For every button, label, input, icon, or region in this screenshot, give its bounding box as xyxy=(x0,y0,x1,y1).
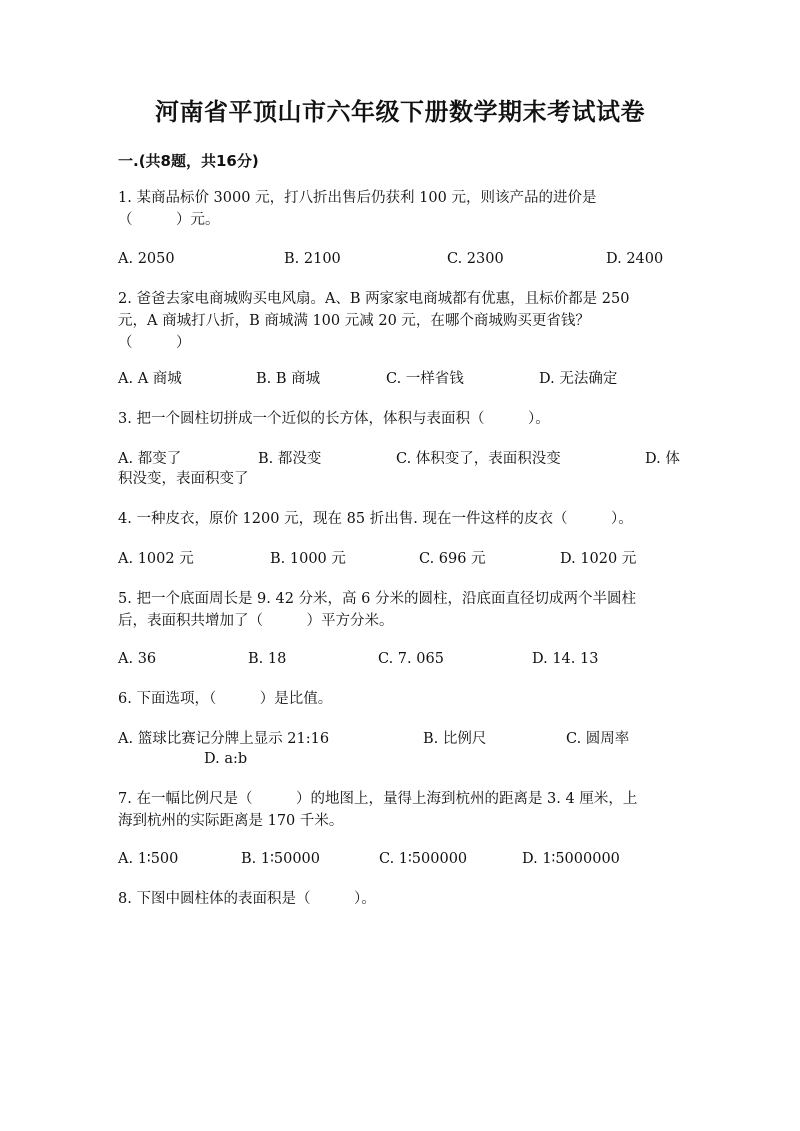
question-6-option-a: A. 篮球比赛记分牌上显示 21:16 xyxy=(118,731,330,747)
question-4-option-d: D. 1020 元 xyxy=(560,551,637,567)
question-4-option-b: B. 1000 元 xyxy=(270,551,346,567)
question-2-stem xyxy=(118,288,688,354)
question-4-option-c: C. 696 元 xyxy=(419,551,486,567)
question-7-option-c: C. 1∶500000 xyxy=(379,851,468,867)
question-3-line-1: 3. 把一个圆柱切拼成一个近似的长方体，体积与表面积（ ）。 xyxy=(118,411,550,427)
question-3-option-b: B. 都没变 xyxy=(258,451,322,467)
question-2-option-c: C. 一样省钱 xyxy=(386,371,464,387)
question-7-option-a: A. 1∶500 xyxy=(118,851,179,867)
question-3-option-d-wrap: 积没变，表面积变了 xyxy=(118,471,249,487)
question-1-line-1: 1. 某商品标价 3000 元，打八折出售后仍获利 100 元，则该产品的进价是 xyxy=(118,190,597,206)
question-1-option-b: B. 2100 xyxy=(284,251,341,267)
question-7-line-2: 海到杭州的实际距离是 170 千米。 xyxy=(118,813,344,829)
question-1-option-d: D. 2400 xyxy=(606,251,664,267)
question-2-option-b: B. B 商城 xyxy=(256,371,321,387)
question-5-option-d: D. 14. 13 xyxy=(532,651,599,667)
question-6-option-d: D. a:b xyxy=(204,751,248,767)
question-7-option-d: D. 1∶5000000 xyxy=(522,851,620,867)
question-6-option-b: B. 比例尺 xyxy=(423,731,487,747)
question-5-stem xyxy=(118,588,688,632)
question-5-line-2: 后，表面积共增加了（ ）平方分米。 xyxy=(118,613,394,629)
question-1-stem xyxy=(118,187,688,231)
question-4-option-a: A. 1002 元 xyxy=(118,551,194,567)
question-3-stem xyxy=(118,408,688,430)
question-4-line-1: 4. 一种皮衣，原价 1200 元，现在 85 折出售. 现在一件这样的皮衣（ ）。 xyxy=(118,511,633,527)
question-3-option-c: C. 体积变了，表面积没变 xyxy=(396,451,561,467)
question-6-line-1: 6. 下面选项，（ ）是比值。 xyxy=(118,691,333,707)
question-2-line-1: 2. 爸爸去家电商城购买电风扇。A、B 两家家电商城都有优惠，且标价都是 250 xyxy=(118,291,630,307)
question-3-option-d: D. 体 xyxy=(645,451,680,467)
question-5-option-c: C. 7. 065 xyxy=(378,651,444,667)
section-heading: 一.(共8题，共16分) xyxy=(118,152,259,170)
question-1-option-a: A. 2050 xyxy=(118,251,175,267)
question-2-line-2: 元，A 商城打八折，B 商城满 100 元减 20 元，在哪个商城购买更省钱？ xyxy=(118,313,590,329)
question-2-option-a: A. A 商城 xyxy=(118,371,182,387)
question-2-line-3: （ ） xyxy=(118,335,191,351)
question-6-stem xyxy=(118,688,688,710)
question-5-option-a: A. 36 xyxy=(118,651,157,667)
question-5-line-1: 5. 把一个底面周长是 9. 42 分米，高 6 分米的圆柱，沿底面直径切成两个半圆柱 xyxy=(118,591,636,607)
question-5-option-b: B. 18 xyxy=(248,651,287,667)
page-title: 河南省平顶山市六年级下册数学期末考试试卷 xyxy=(155,98,645,126)
question-1-option-c: C. 2300 xyxy=(447,251,504,267)
question-6-option-c: C. 圆周率 xyxy=(566,731,630,747)
question-8-line-1: 8. 下图中圆柱体的表面积是（ ）。 xyxy=(118,891,376,907)
question-7-option-b: B. 1∶50000 xyxy=(241,851,320,867)
question-4-stem xyxy=(118,508,688,530)
question-3-option-a: A. 都变了 xyxy=(118,451,182,467)
question-7-line-1: 7. 在一幅比例尺是（ ）的地图上，量得上海到杭州的距离是 3. 4 厘米，上 xyxy=(118,791,638,807)
question-7-stem xyxy=(118,788,688,832)
question-1-line-2: （ ）元。 xyxy=(118,212,220,228)
question-2-option-d: D. 无法确定 xyxy=(539,371,618,387)
question-8-stem xyxy=(118,888,688,910)
